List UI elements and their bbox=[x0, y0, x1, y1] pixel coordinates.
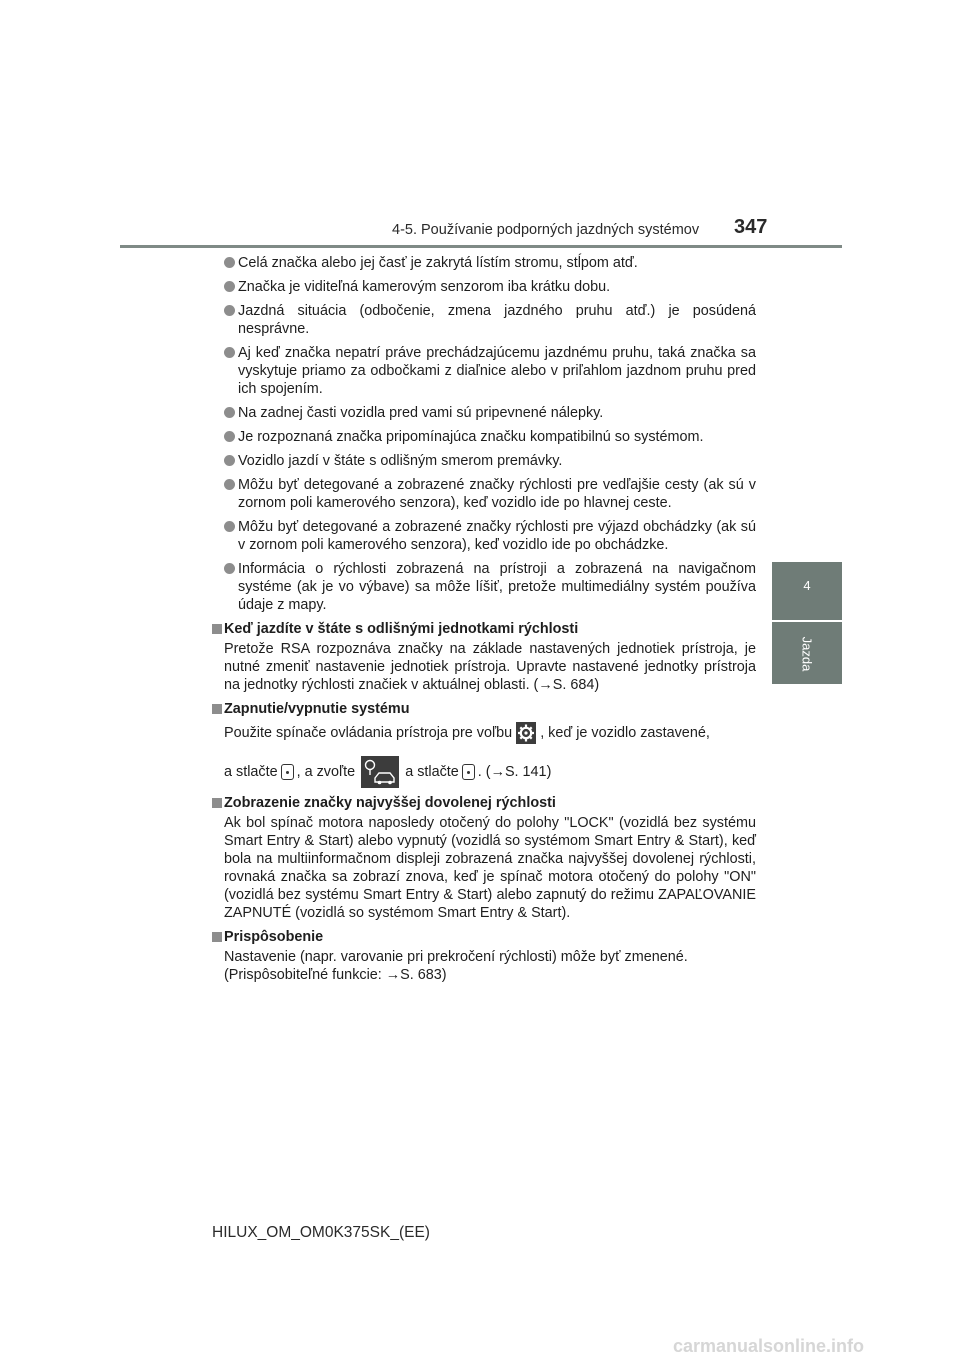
bullet-icon bbox=[224, 479, 235, 490]
list-item: Značka je viditeľná kamerovým senzorom iba krátku dobu. bbox=[212, 278, 756, 296]
list-item: Na zadnej časti vozidla pred vami sú pripevnené nálepky. bbox=[212, 404, 756, 422]
list-item: Aj keď značka nepatrí práve prechádzajúcemu jazdnému pruhu, taká značka sa vyskytuje priamo za odbočkami z diaľnice alebo v priľahlom jazdnom pruhu pred ich spojením. bbox=[212, 344, 756, 398]
section-title: Zapnutie/vypnutie systému bbox=[212, 700, 756, 718]
section-title: Keď jazdíte v štáte s odlišnými jednotkami rýchlosti bbox=[212, 620, 756, 638]
section-marker-icon bbox=[212, 932, 222, 942]
section-display bbox=[212, 794, 756, 922]
bullet-icon bbox=[224, 521, 235, 532]
section-body: Ak bol spínač motora naposledy otočený do polohy "LOCK" (vozidlá bez systému Smart Entry & Start) alebo vypnutý (vozidlá so systémom Smart Entry & Start), keď bola na multiinformačnom displeji zobrazená značka najvyššej dovolenej rýchlosti, rovnaká značka sa zobrazí znova, keď je spínač motora otočený do polohy "ON" (vozidlá bez systému Smart Entry & Start) alebo zapnutý do režimu ZAPAĽOVANIE ZAPNUTÉ (vozidlá so systémom Smart Entry & Start). bbox=[224, 815, 756, 921]
main-content bbox=[212, 254, 756, 990]
bullet-icon bbox=[224, 407, 235, 418]
switch-instruction-line: Použite spínače ovládania prístroja pre voľbu , keď je vozidlo zastavené, bbox=[224, 722, 756, 744]
section-title: Prispôsobenie bbox=[212, 928, 756, 946]
document-code: HILUX_OM_OM0K375SK_(EE) bbox=[212, 1224, 430, 1241]
section-marker-icon bbox=[212, 624, 222, 634]
section-body bbox=[212, 722, 756, 788]
chapter-label: Jazda bbox=[799, 636, 815, 672]
section-body-line: (Prispôsobiteľné funkcie: →S. 683) bbox=[224, 967, 447, 983]
list-item: Môžu byť detegované a zobrazené značky rýchlosti pre vedľajšie cesty (ak sú v zornom poli kamerového senzora), keď vozidlo ide po hlavnej ceste. bbox=[212, 476, 756, 512]
rsa-car-icon bbox=[361, 756, 399, 788]
list-item: Jazdná situácia (odbočenie, zmena jazdného pruhu atď.) je posúdená nesprávne. bbox=[212, 302, 756, 338]
section-marker-icon bbox=[212, 798, 222, 808]
ok-button-icon bbox=[281, 764, 294, 780]
ok-button-icon bbox=[462, 764, 475, 780]
condition-list bbox=[212, 254, 756, 614]
list-item: Je rozpoznaná značka pripomínajúca značku kompatibilnú so systémom. bbox=[212, 428, 756, 446]
watermark: carmanualsonline.info bbox=[673, 1336, 865, 1356]
section-body-line: Nastavenie (napr. varovanie pri prekročení rýchlosti) môže byť zmenené. bbox=[224, 949, 688, 965]
bullet-icon bbox=[224, 431, 235, 442]
switch-instruction-line: a stlačte , a zvoľte a stlačte . (→S. 141) bbox=[224, 756, 756, 788]
list-item: Vozidlo jazdí v štáte s odlišným smerom premávky. bbox=[212, 452, 756, 470]
list-item: Môžu byť detegované a zobrazené značky rýchlosti pre výjazd obchádzky (ak sú v zornom poli kamerového senzora), keď vozidlo ide po obchádzke. bbox=[212, 518, 756, 554]
page-number: 347 bbox=[734, 216, 768, 238]
bullet-icon bbox=[224, 455, 235, 466]
header-divider bbox=[120, 245, 842, 248]
chapter-tab bbox=[772, 562, 842, 620]
section-heading: 4-5. Používanie podporných jazdných systémov bbox=[392, 222, 700, 238]
section-body bbox=[212, 948, 756, 984]
bullet-icon bbox=[224, 347, 235, 358]
section-units bbox=[212, 620, 756, 694]
section-switch bbox=[212, 700, 756, 788]
gear-icon bbox=[516, 722, 536, 744]
section-body: Pretože RSA rozpoznáva značky na základe nastavených jednotiek prístroja, je nutné zmeniť nastavenie jednotiek prístroja. Upravte nastavené jednotky prístroja na jednotky rýchlosti značiek v aktuálnej oblasti. (→S. 684) bbox=[224, 641, 756, 693]
bullet-icon bbox=[224, 257, 235, 268]
list-item: Celá značka alebo jej časť je zakrytá lístím stromu, stĺpom atď. bbox=[212, 254, 756, 272]
chapter-label-tab bbox=[772, 622, 842, 684]
bullet-icon bbox=[224, 305, 235, 316]
section-title: Zobrazenie značky najvyššej dovolenej rýchlosti bbox=[212, 794, 756, 812]
chapter-number: 4 bbox=[803, 578, 811, 593]
list-item: Informácia o rýchlosti zobrazená na prístroji a zobrazená na navigačnom systéme (ak je vo výbave) sa môže líšiť, pretože multimediálny systém používa údaje z mapy. bbox=[212, 560, 756, 614]
bullet-icon bbox=[224, 281, 235, 292]
section-customization bbox=[212, 928, 756, 984]
bullet-icon bbox=[224, 563, 235, 574]
section-marker-icon bbox=[212, 704, 222, 714]
